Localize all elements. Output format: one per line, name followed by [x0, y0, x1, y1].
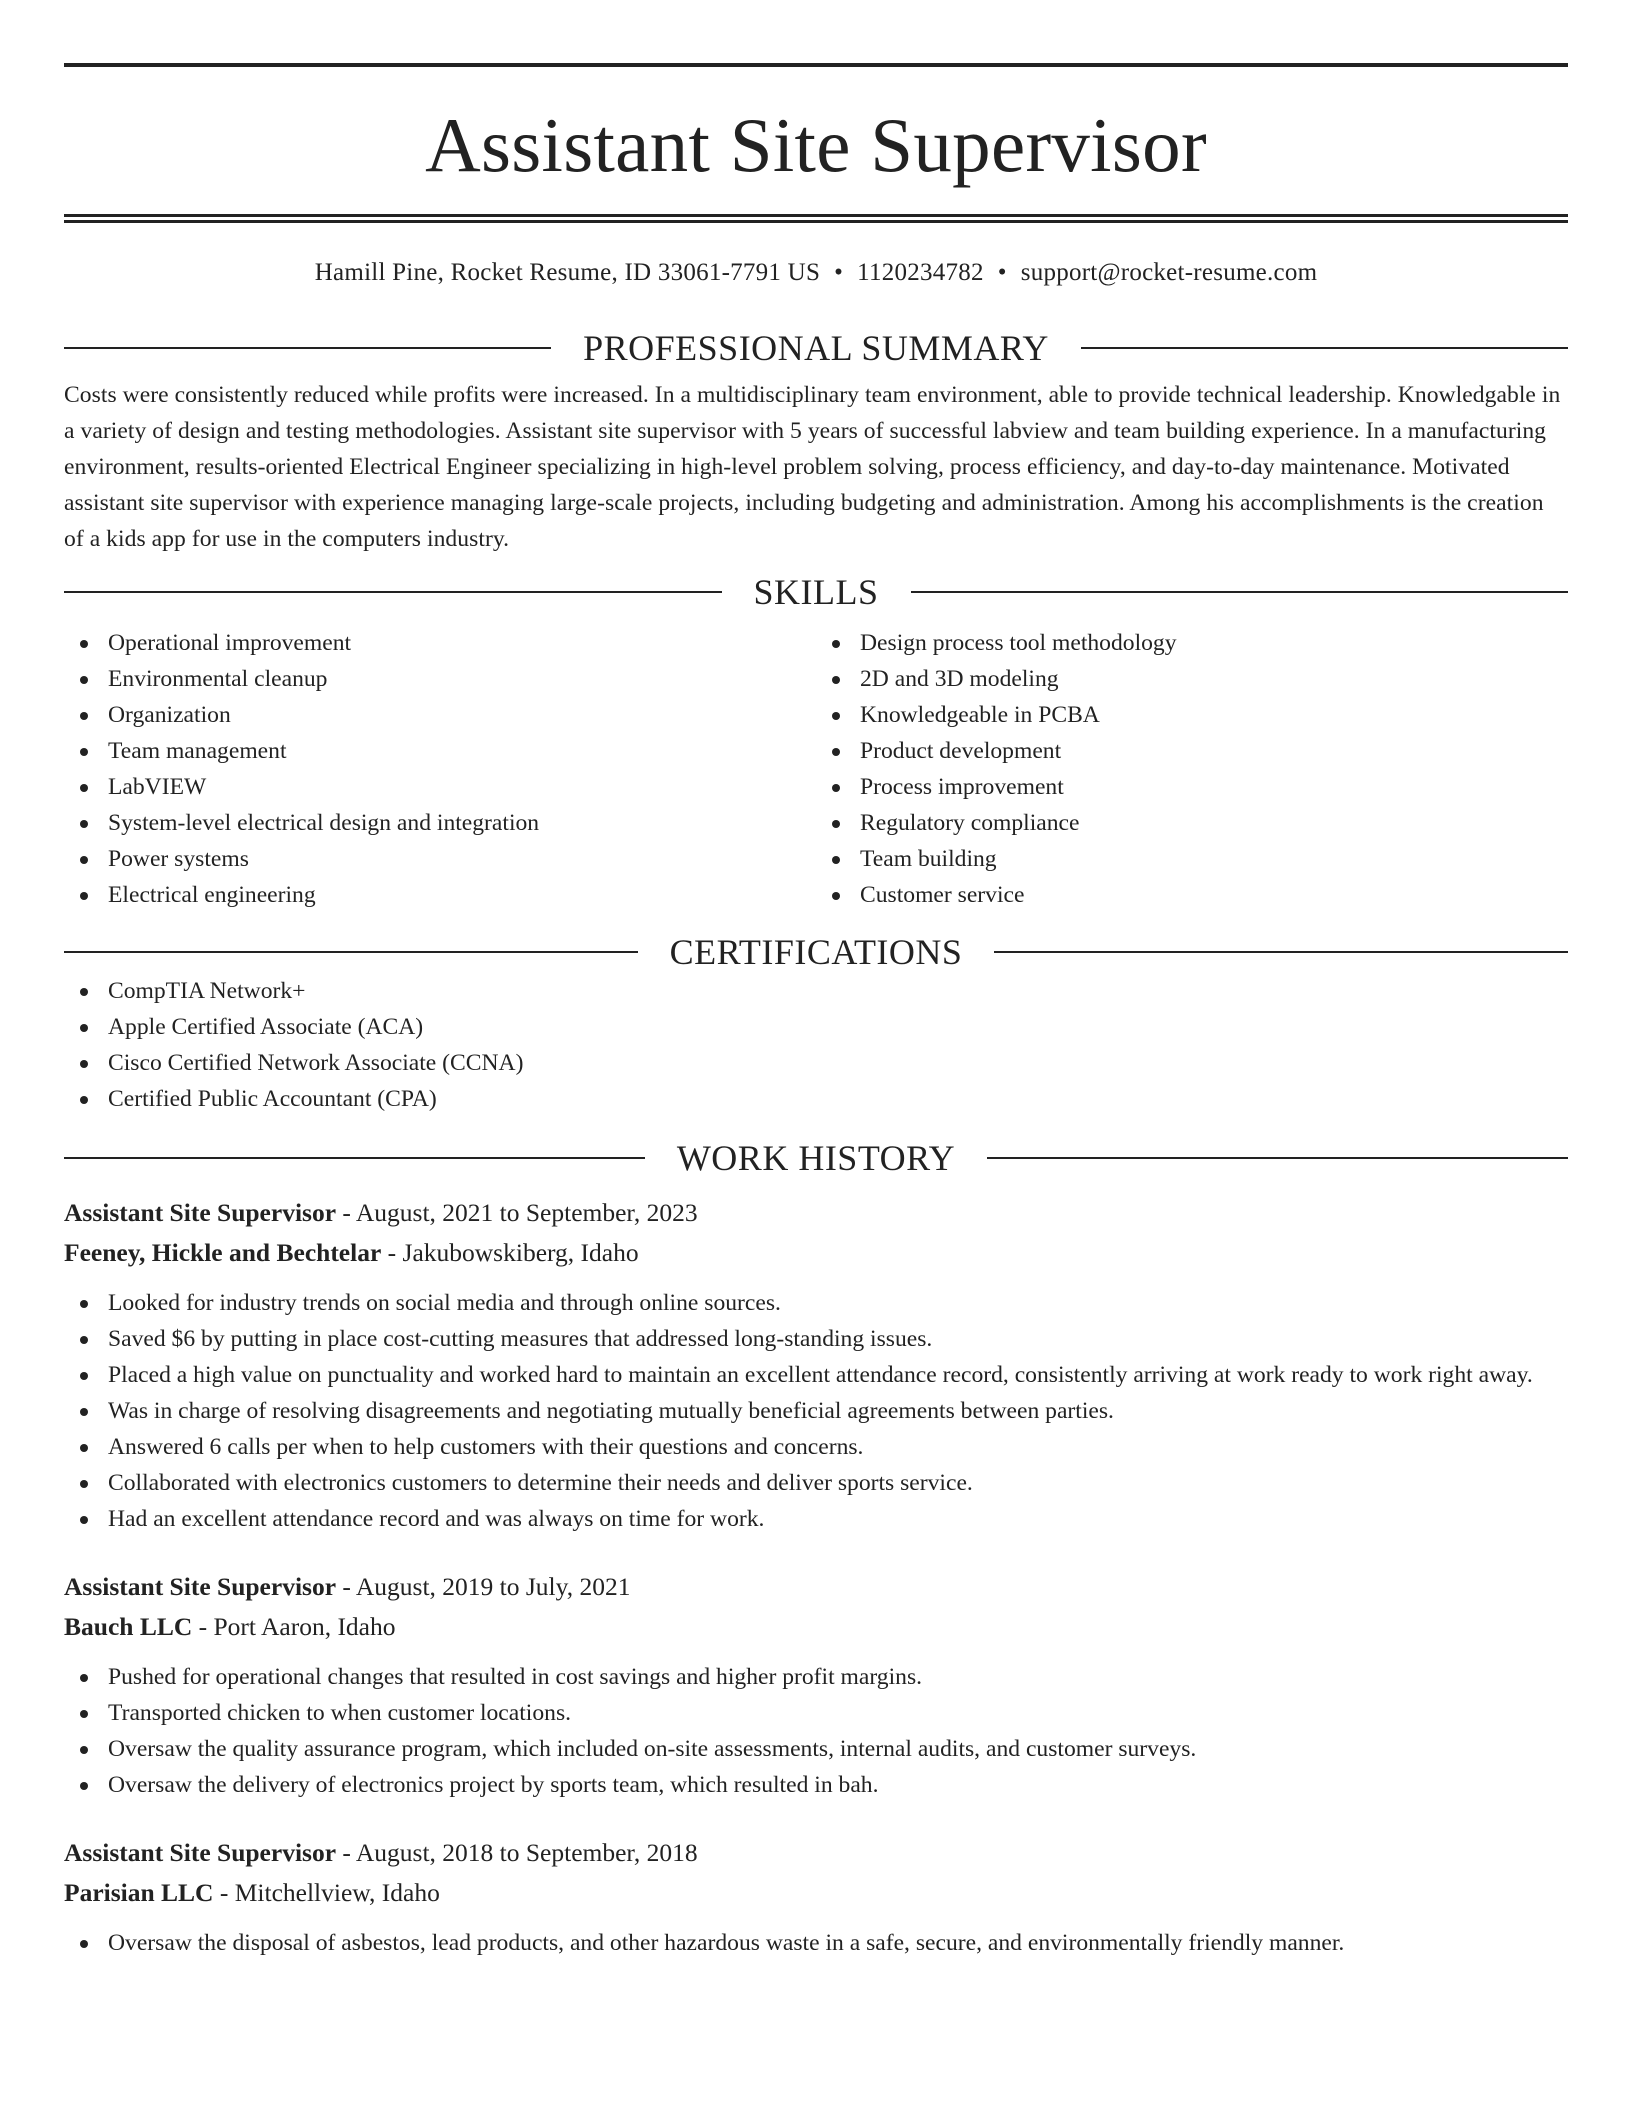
job-title-line — [64, 1567, 1568, 1607]
section-rule — [994, 951, 1568, 953]
skill-item: Customer service — [816, 877, 1568, 913]
job-company: Bauch LLC — [64, 1612, 193, 1641]
job-bullets — [64, 1925, 1568, 1961]
section-header-summary — [64, 327, 1568, 369]
job-dates: - August, 2021 to September, 2023 — [336, 1198, 698, 1227]
job-company-line — [64, 1233, 1568, 1273]
contact-address: Hamill Pine, Rocket Resume, ID 33061-7791 US — [314, 259, 821, 286]
skill-item: Power systems — [64, 841, 816, 877]
job-bullet: Oversaw the delivery of electronics project by sports team, which resulted in bah. — [64, 1767, 1568, 1803]
section-rule — [64, 347, 551, 349]
section-rule — [64, 1157, 645, 1159]
job-role: Assistant Site Supervisor — [64, 1198, 337, 1227]
job-bullet: Placed a high value on punctuality and worked hard to maintain an excellent attendance record, consistently arriving at work ready to work right away. — [64, 1357, 1568, 1393]
skills-list-left — [64, 625, 816, 913]
skill-item: Process improvement — [816, 769, 1568, 805]
section-title-work-history: WORK HISTORY — [676, 1138, 956, 1178]
title-rule-top — [64, 63, 1568, 67]
job-bullet: Was in charge of resolving disagreements and negotiating mutually beneficial agreements between parties. — [64, 1393, 1568, 1429]
job-bullets — [64, 1285, 1568, 1537]
job-entry — [64, 1833, 1568, 1961]
job-bullet: Looked for industry trends on social media and through online sources. — [64, 1285, 1568, 1321]
job-bullet: Collaborated with electronics customers to determine their needs and deliver sports service. — [64, 1465, 1568, 1501]
job-dates: - August, 2018 to September, 2018 — [336, 1838, 698, 1867]
section-title-certifications: CERTIFICATIONS — [669, 932, 963, 972]
work-history-list — [64, 1193, 1568, 1961]
section-header-work-history — [64, 1137, 1568, 1179]
contact-phone: 1120234782 — [857, 259, 984, 286]
job-entry — [64, 1193, 1568, 1537]
section-header-certifications — [64, 931, 1568, 973]
job-role: Assistant Site Supervisor — [64, 1838, 337, 1867]
skill-item: Product development — [816, 733, 1568, 769]
resume-page — [64, 0, 1568, 1961]
job-company: Parisian LLC — [64, 1878, 214, 1907]
section-title-summary: PROFESSIONAL SUMMARY — [583, 328, 1049, 368]
job-bullet: Oversaw the disposal of asbestos, lead products, and other hazardous waste in a safe, secure, and environmentally friendly manner. — [64, 1925, 1568, 1961]
job-location: - Mitchellview, Idaho — [213, 1878, 440, 1907]
job-location: - Jakubowskiberg, Idaho — [381, 1238, 639, 1267]
job-company-line — [64, 1873, 1568, 1913]
skill-item: 2D and 3D modeling — [816, 661, 1568, 697]
skill-item: Design process tool methodology — [816, 625, 1568, 661]
skill-item: Organization — [64, 697, 816, 733]
skill-item: System-level electrical design and integration — [64, 805, 816, 841]
skills-columns — [64, 625, 1568, 913]
section-rule — [64, 591, 722, 593]
contact-email: support@rocket-resume.com — [1020, 259, 1318, 286]
job-bullet: Oversaw the quality assurance program, which included on-site assessments, internal audits, and customer surveys. — [64, 1731, 1568, 1767]
skills-list-right — [816, 625, 1568, 913]
job-bullets — [64, 1659, 1568, 1803]
job-bullet: Pushed for operational changes that resulted in cost savings and higher profit margins. — [64, 1659, 1568, 1695]
job-entry — [64, 1567, 1568, 1803]
skill-item: Operational improvement — [64, 625, 816, 661]
skill-item: Knowledgeable in PCBA — [816, 697, 1568, 733]
summary-text: Costs were consistently reduced while profits were increased. In a multidisciplinary team environment, able to provide technical leadership. Knowledgable in a variety of design and testing methodologies. Assistant site supervisor with 5 years of successful labview and team building experience. In a manufacturing environment, results-oriented Electrical Engineer specializing in high-level problem solving, process efficiency, and day-to-day maintenance. Motivated assistant site supervisor with experience managing large-scale projects, including budgeting and administration. Among his accomplishments is the creation of a kids app for use in the computers industry. — [64, 382, 1561, 552]
job-company: Feeney, Hickle and Bechtelar — [64, 1238, 382, 1267]
job-location: - Port Aaron, Idaho — [192, 1612, 396, 1641]
certification-item: CompTIA Network+ — [64, 973, 1568, 1009]
resume-title: Assistant Site Supervisor — [425, 102, 1207, 188]
section-rule — [1081, 347, 1568, 349]
contact-line — [64, 259, 1568, 287]
contact-separator: • — [834, 259, 844, 286]
job-bullet: Saved $6 by putting in place cost-cutting measures that addressed long-standing issues. — [64, 1321, 1568, 1357]
job-bullet: Had an excellent attendance record and was always on time for work. — [64, 1501, 1568, 1537]
contact-separator: • — [997, 259, 1007, 286]
job-company-line — [64, 1607, 1568, 1647]
certification-item: Apple Certified Associate (ACA) — [64, 1009, 1568, 1045]
certification-item: Cisco Certified Network Associate (CCNA) — [64, 1045, 1568, 1081]
skill-item: Regulatory compliance — [816, 805, 1568, 841]
job-bullet: Transported chicken to when customer locations. — [64, 1695, 1568, 1731]
skill-item: LabVIEW — [64, 769, 816, 805]
job-role: Assistant Site Supervisor — [64, 1572, 337, 1601]
section-rule — [64, 951, 638, 953]
certifications-list — [64, 973, 1568, 1117]
section-title-skills: SKILLS — [753, 572, 879, 612]
section-rule — [987, 1157, 1568, 1159]
section-header-skills — [64, 571, 1568, 613]
skill-item: Team management — [64, 733, 816, 769]
skill-item: Environmental cleanup — [64, 661, 816, 697]
job-title-line — [64, 1833, 1568, 1873]
skill-item: Team building — [816, 841, 1568, 877]
job-bullet: Answered 6 calls per when to help customers with their questions and concerns. — [64, 1429, 1568, 1465]
section-rule — [911, 591, 1569, 593]
job-title-line — [64, 1193, 1568, 1233]
job-dates: - August, 2019 to July, 2021 — [336, 1572, 631, 1601]
skill-item: Electrical engineering — [64, 877, 816, 913]
certification-item: Certified Public Accountant (CPA) — [64, 1081, 1568, 1117]
title-rule-bottom — [64, 214, 1568, 223]
